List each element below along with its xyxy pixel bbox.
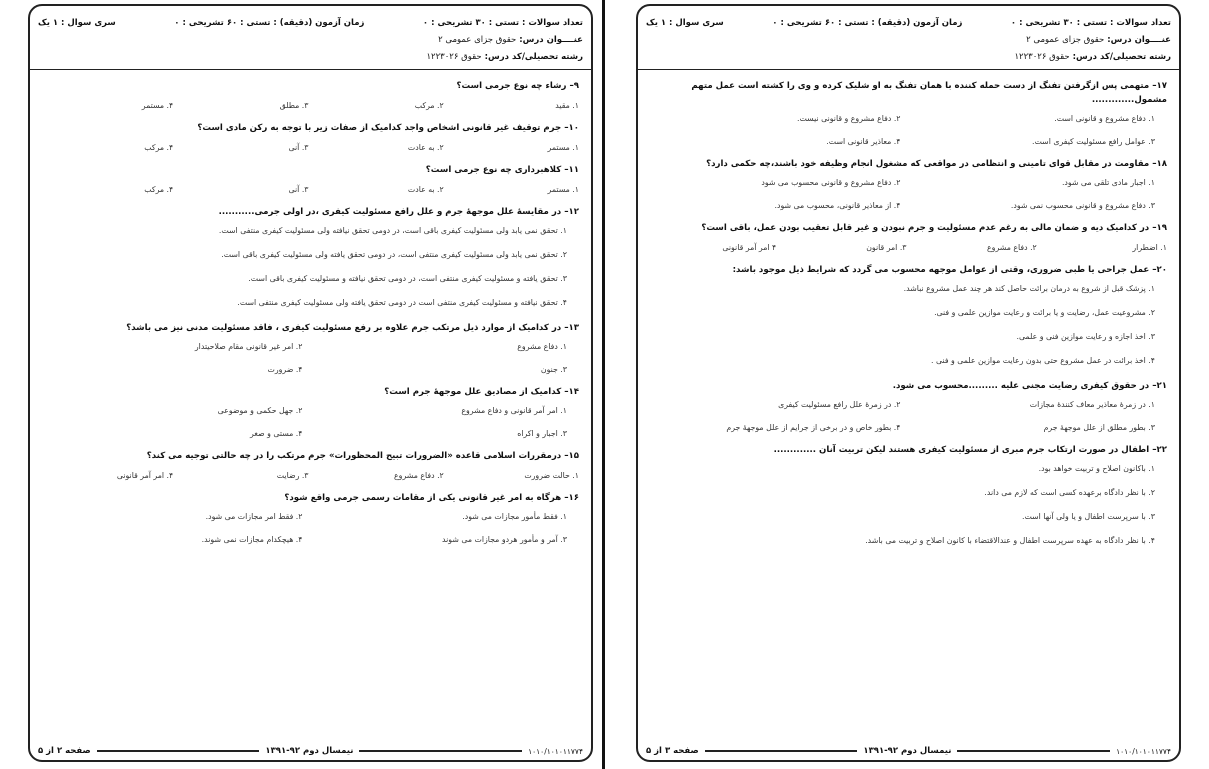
options-21 (646, 399, 1167, 434)
option[interactable]: ۲. امر غیر قانونی مقام صلاحیتدار (194, 342, 303, 351)
options-19 (646, 242, 1167, 254)
option[interactable]: ۳. دفاع مشروع و قانونی محسوب نمی شود. (1010, 201, 1155, 210)
option[interactable]: ۴. مرکب (144, 143, 174, 152)
option[interactable]: ۱. در زمرهٔ معاذیر معاف کنندهٔ مجازات (1029, 400, 1155, 409)
option[interactable]: ۴. اخذ برائت در عمل مشروع حتی بدون رعایت موازین علمی و فنی . (931, 356, 1155, 365)
page-footer (38, 746, 583, 756)
footer-page-number: صفحه ۲ از ۵ (38, 746, 91, 756)
option[interactable]: ۴. از معاذیر قانونی، محسوب می شود. (774, 201, 901, 210)
option[interactable]: ۲. دفاع مشروع (394, 471, 444, 480)
footer-rule (359, 750, 522, 752)
series-label: سری سوال : ۱ یک (646, 18, 724, 28)
options-9 (38, 100, 579, 112)
options-14 (38, 405, 579, 440)
option[interactable]: ۳. اجبار و اکراه (517, 429, 567, 438)
questions-list (30, 79, 591, 546)
option[interactable]: ۴. مستمر (141, 101, 174, 110)
option[interactable]: ۴. مرکب (144, 185, 174, 194)
footer-code: ۱۰۱۰/۱۰۱۰۱۱۷۷۴ (1116, 746, 1171, 756)
option[interactable]: ۳. آمر و مأمور هردو مجازات می شوند (442, 535, 567, 544)
page-divider (602, 0, 605, 769)
option[interactable]: ۳. جنون (540, 365, 567, 374)
header-divider (638, 69, 1179, 70)
option[interactable]: ۴. تحقق نیافته و مسئولیت کیفری منتفی است در دومی تحقق یافته ولی مسئولیت کیفری منتفی است. (237, 298, 567, 307)
option[interactable]: ۱. حالت ضرورت (524, 471, 579, 480)
option[interactable]: ۲. مشروعیت عمل، رضایت و یا برائت و رعایت موازین علمی و فنی. (934, 308, 1155, 317)
option[interactable]: ۲. دفاع مشروع و قانونی محسوب می شود (761, 178, 901, 187)
option[interactable]: ۴. بطور خاص و در برخی از جرایم از علل موجههٔ جرم (726, 423, 901, 432)
options-10 (38, 142, 579, 154)
question-17: ۱۷– متهمی پس ازگرفتن تفنگ از دست حمله کننده با همان تفنگ به او شلیک کرده و وی را کشته است عمل متهم مشمول............. (691, 81, 1167, 105)
option[interactable]: ۱. مستمر (547, 143, 579, 152)
option[interactable]: ۴. هیچکدام مجازات نمی شوند. (201, 535, 303, 544)
footer-semester: نیمسال دوم ۹۲-۱۳۹۱ (265, 746, 354, 756)
options-22 (646, 463, 1167, 547)
page-footer (646, 746, 1171, 756)
field-code: رشته تحصیلی/کد درس: حقوق ۱۲۲۳۰۲۶ (1014, 52, 1171, 62)
footer-rule (957, 750, 1110, 752)
option[interactable]: ۳. آنی (288, 185, 309, 194)
footer-page-number: صفحه ۳ از ۵ (646, 746, 699, 756)
exam-time: زمان آزمون (دقیقه) : تستی : ۶۰ تشریحی : ۰ (772, 18, 963, 28)
option[interactable]: ۴ امر آمر قانونی (722, 243, 777, 252)
option[interactable]: ۲. جهل حکمی و موضوعی (217, 406, 303, 415)
option[interactable]: ۳. با سرپرست اطفال و یا ولی آنها است. (1022, 512, 1155, 521)
footer-rule (705, 750, 858, 752)
option[interactable]: ۱. اجبار مادی تلقی می شود. (1061, 178, 1155, 187)
option[interactable]: ۲. دفاع مشروع (987, 243, 1037, 252)
option[interactable]: ۱. دفاع مشروع و قانونی است. (1054, 114, 1155, 123)
options-12 (38, 225, 579, 309)
option[interactable]: ۱. اضطرار (1132, 243, 1167, 252)
question-count: تعداد سوالات : تستی : ۳۰ تشریحی : ۰ (422, 18, 583, 28)
question-13: ۱۳– در کدامیک از موارد ذیل مرتکب جرم علاوه بر رفع مسئولیت کیفری ، فاقد مسئولیت مدنی نیز می باشد؟ (126, 323, 579, 333)
options-16 (38, 511, 579, 546)
option[interactable]: ۱. پزشک قبل از شروع به درمان برائت حاصل کند هر چند عمل مشروع نباشد. (903, 284, 1155, 293)
option[interactable]: ۲. دفاع مشروع و قانونی نیست. (797, 114, 901, 123)
option[interactable]: ۱. فقط مأمور مجازات می شود. (462, 512, 567, 521)
options-18 (646, 177, 1167, 212)
question-count: تعداد سوالات : تستی : ۳۰ تشریحی : ۰ (1010, 18, 1171, 28)
option[interactable]: ۳. اخذ اجازه و رعایت موازین فنی و علمی. (1016, 332, 1155, 341)
question-11: ۱۱– کلاهبرداری چه نوع جرمی است؟ (425, 165, 579, 175)
option[interactable]: ۲. تحقق نمی یابد ولی مسئولیت کیفری منتفی است، در دومی تحقق یافته ولی مسئولیت کیفری باقی است. (221, 250, 567, 259)
question-22: ۲۲– اطفال در صورت ارتکاب جرم مبری از مسئولیت کیفری هستند لیکن تربیت آنان ............. (773, 445, 1167, 455)
header-divider (30, 69, 591, 70)
question-18: ۱۸– مقاومت در مقابل قوای تامینی و انتظامی در مواقعی که مشغول انجام وظیفه خود باشند،چه حکمی دارد؟ (706, 159, 1167, 169)
options-15 (38, 470, 579, 482)
option[interactable]: ۲. به عادت (407, 143, 444, 152)
option[interactable]: ۱. تحقق نمی یابد ولی مسئولیت کیفری باقی است، در دومی تحقق نیافته ولی مسئولیت کیفری منتفی است. (218, 226, 567, 235)
option[interactable]: ۲. مرکب (414, 101, 444, 110)
option[interactable]: ۳. امر قانون (866, 243, 907, 252)
option[interactable]: ۴. ضرورت (267, 365, 303, 374)
field-code: رشته تحصیلی/کد درس: حقوق ۱۲۲۳۰۲۶ (426, 52, 583, 62)
option[interactable]: ۳. بطور مطلق از علل موجههٔ جرم (1043, 423, 1155, 432)
option[interactable]: ۱. دفاع مشروع (517, 342, 567, 351)
options-11 (38, 184, 579, 196)
footer-code: ۱۰۱۰/۱۰۱۰۱۱۷۷۴ (528, 746, 583, 756)
option[interactable]: ۲. در زمرهٔ علل رافع مسئولیت کیفری (778, 400, 901, 409)
option[interactable]: ۲. به عادت (407, 185, 444, 194)
question-14: ۱۴– کدامیک از مصادیق علل موجههٔ جرم است؟ (384, 387, 579, 397)
option[interactable]: ۴. امر آمر قانونی (116, 471, 174, 480)
questions-list (638, 79, 1179, 547)
footer-rule (97, 750, 260, 752)
option[interactable]: ۳. عوامل رافع مسئولیت کیفری است. (1032, 137, 1155, 146)
option[interactable]: ۲. فقط امر مجازات می شود. (205, 512, 303, 521)
series-label: سری سوال : ۱ یک (38, 18, 116, 28)
option[interactable]: ۳. آنی (288, 143, 309, 152)
exam-page-2 (28, 4, 593, 762)
option[interactable]: ۴. معاذیر قانونی است. (826, 137, 901, 146)
question-20: ۲۰– عمل جراحی یا طبی ضروری، وقتی از عوامل موجهه محسوب می گردد که شرایط ذیل موجود باشد: (732, 265, 1167, 275)
option[interactable]: ۳. رضایت (276, 471, 309, 480)
question-10: ۱۰– جرم توقیف غیر قانونی اشخاص واجد کدامیک از صفات زیر با توجه به رکن مادی است؟ (197, 123, 579, 133)
question-15: ۱۵– درمقررات اسلامی قاعده «الضرورات تبیح المحظورات» جرم مرتکب را در چه حالتی توجیه می کند؟ (146, 451, 579, 461)
exam-page-3 (636, 4, 1181, 762)
option[interactable]: ۱. باکانون اصلاح و تربیت خواهد بود. (1038, 464, 1155, 473)
options-17 (646, 113, 1167, 148)
option[interactable]: ۳. مطلق (279, 101, 309, 110)
question-19: ۱۹– در کدامیک دیه و ضمان مالی به رغم عدم مسئولیت و جرم نبودن و غیر قابل تعقیب بودن عمل، باقی است؟ (701, 223, 1167, 233)
footer-semester: نیمسال دوم ۹۲-۱۳۹۱ (863, 746, 952, 756)
header-row (30, 18, 591, 28)
option[interactable]: ۱. امر آمر قانونی و دفاع مشروع (461, 406, 567, 415)
option[interactable]: ۱. مستمر (547, 185, 579, 194)
course-title: عنــــوان درس: حقوق جزای عمومی ۲ (1026, 35, 1171, 45)
header-row (638, 18, 1179, 28)
question-21: ۲۱– در حقوق کیفری رضایت مجنی علیه .........محسوب می شود. (892, 381, 1167, 391)
course-title: عنــــوان درس: حقوق جزای عمومی ۲ (438, 35, 583, 45)
options-13 (38, 341, 579, 376)
option[interactable]: ۴. با نظر دادگاه به عهده سرپرست اطفال و عندالاقتضاء با کانون اصلاح و تربیت می باشد. (865, 536, 1155, 545)
option[interactable]: ۳. تحقق یافته و مسئولیت کیفری منتفی است، در دومی تحقق نیافته و مسئولیت کیفری باقی است. (248, 274, 567, 283)
question-16: ۱۶– هرگاه به امر غیر قانونی یکی از مقامات رسمی جرمی واقع شود؟ (284, 493, 579, 503)
question-12: ۱۲– در مقایسهٔ علل موجههٔ جرم و علل رافع مسئولیت کیفری ،در اولی جرمی........... (218, 207, 579, 217)
option[interactable]: ۲. با نظر دادگاه برعهده کسی است که لازم می داند. (984, 488, 1155, 497)
option[interactable]: ۱. مقید (555, 101, 579, 110)
exam-time: زمان آزمون (دقیقه) : تستی : ۶۰ تشریحی : ۰ (174, 18, 365, 28)
option[interactable]: ۴. مستی و صغر (249, 429, 303, 438)
question-9: ۹– رشاء چه نوع جرمی است؟ (456, 81, 579, 91)
options-20 (646, 283, 1167, 367)
